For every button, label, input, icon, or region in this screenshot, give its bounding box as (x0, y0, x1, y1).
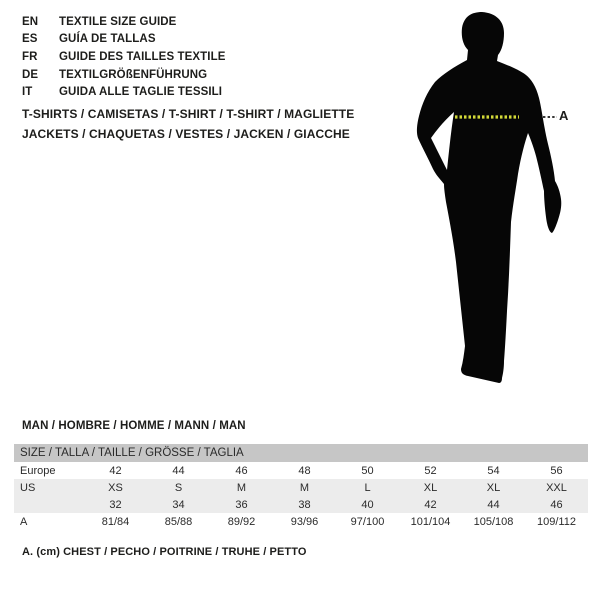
table-row-us-numbers (14, 496, 588, 513)
language-row-de (22, 66, 226, 84)
table-cell: M (273, 479, 336, 496)
table-cell: 97/100 (350, 515, 385, 528)
table-cell: XL (462, 479, 525, 496)
language-label: GUIDA ALLE TAGLIE TESSILI (59, 86, 223, 99)
footnote-chest: A. (cm) CHEST / PECHO / POITRINE / TRUHE / PETTO (22, 546, 307, 558)
size-table-header-row (14, 444, 588, 462)
language-label: GUÍA DE TALLAS (59, 33, 156, 46)
category-line-jackets: JACKETS / CHAQUETAS / VESTES / JACKEN / GIACCHE (22, 127, 350, 141)
category-lines (22, 104, 354, 144)
table-cell: 50 (361, 464, 374, 477)
man-silhouette-figure (402, 6, 572, 398)
language-row-fr (22, 48, 226, 66)
table-row-us-letters (14, 479, 588, 496)
row-label (14, 496, 84, 513)
table-cell: 34 (147, 496, 210, 513)
table-cell: 85/88 (164, 515, 193, 528)
language-row-en (22, 13, 226, 31)
table-cell: XL (399, 479, 462, 496)
table-cell: 109/112 (537, 515, 576, 528)
table-cell: L (336, 479, 399, 496)
table-cell: 46 (235, 464, 248, 477)
table-cell: 101/104 (410, 515, 451, 528)
language-row-it (22, 83, 226, 101)
section-heading-man: MAN / HOMBRE / HOMME / MANN / MAN (22, 420, 246, 432)
category-line-tshirts: T-SHIRTS / CAMISETAS / T-SHIRT / T-SHIRT / MAGLIETTE (22, 107, 355, 121)
language-code: EN (22, 15, 39, 28)
table-cell: 48 (298, 464, 311, 477)
language-code: ES (22, 33, 38, 46)
table-cell: 42 (109, 464, 122, 477)
size-table-header: SIZE / TALLA / TAILLE / GRÖSSE / TAGLIA (14, 444, 588, 462)
table-cell: 40 (336, 496, 399, 513)
table-cell: 44 (462, 496, 525, 513)
table-row-chest-a (14, 513, 588, 530)
table-cell: 36 (210, 496, 273, 513)
measure-label-a: A (559, 108, 569, 123)
table-cell: 42 (399, 496, 462, 513)
table-cell: S (147, 479, 210, 496)
language-code: IT (22, 86, 33, 99)
table-cell: 38 (273, 496, 336, 513)
table-cell: 32 (84, 496, 147, 513)
table-cell: 44 (172, 464, 185, 477)
table-cell: 52 (424, 464, 437, 477)
language-label: TEXTILGRÖßENFÜHRUNG (59, 68, 208, 81)
language-code: FR (22, 50, 38, 63)
language-label: GUIDE DES TAILLES TEXTILE (59, 50, 226, 63)
table-cell: XS (84, 479, 147, 496)
table-cell: 93/96 (290, 515, 319, 528)
size-table (14, 444, 588, 530)
table-cell: 46 (525, 496, 588, 513)
table-cell: 89/92 (227, 515, 256, 528)
row-label: Europe (20, 464, 56, 477)
language-code: DE (22, 68, 39, 81)
language-list (22, 13, 226, 101)
table-row-europe (14, 462, 588, 479)
table-cell: 105/108 (473, 515, 514, 528)
table-cell: M (210, 479, 273, 496)
language-label: TEXTILE SIZE GUIDE (59, 15, 177, 28)
man-silhouette (417, 12, 561, 383)
table-cell: 81/84 (101, 515, 130, 528)
table-cell: 54 (487, 464, 500, 477)
table-cell: XXL (525, 479, 588, 496)
language-row-es (22, 31, 226, 49)
row-label: A (20, 515, 28, 528)
table-cell: 56 (550, 464, 563, 477)
row-label: US (14, 479, 84, 496)
